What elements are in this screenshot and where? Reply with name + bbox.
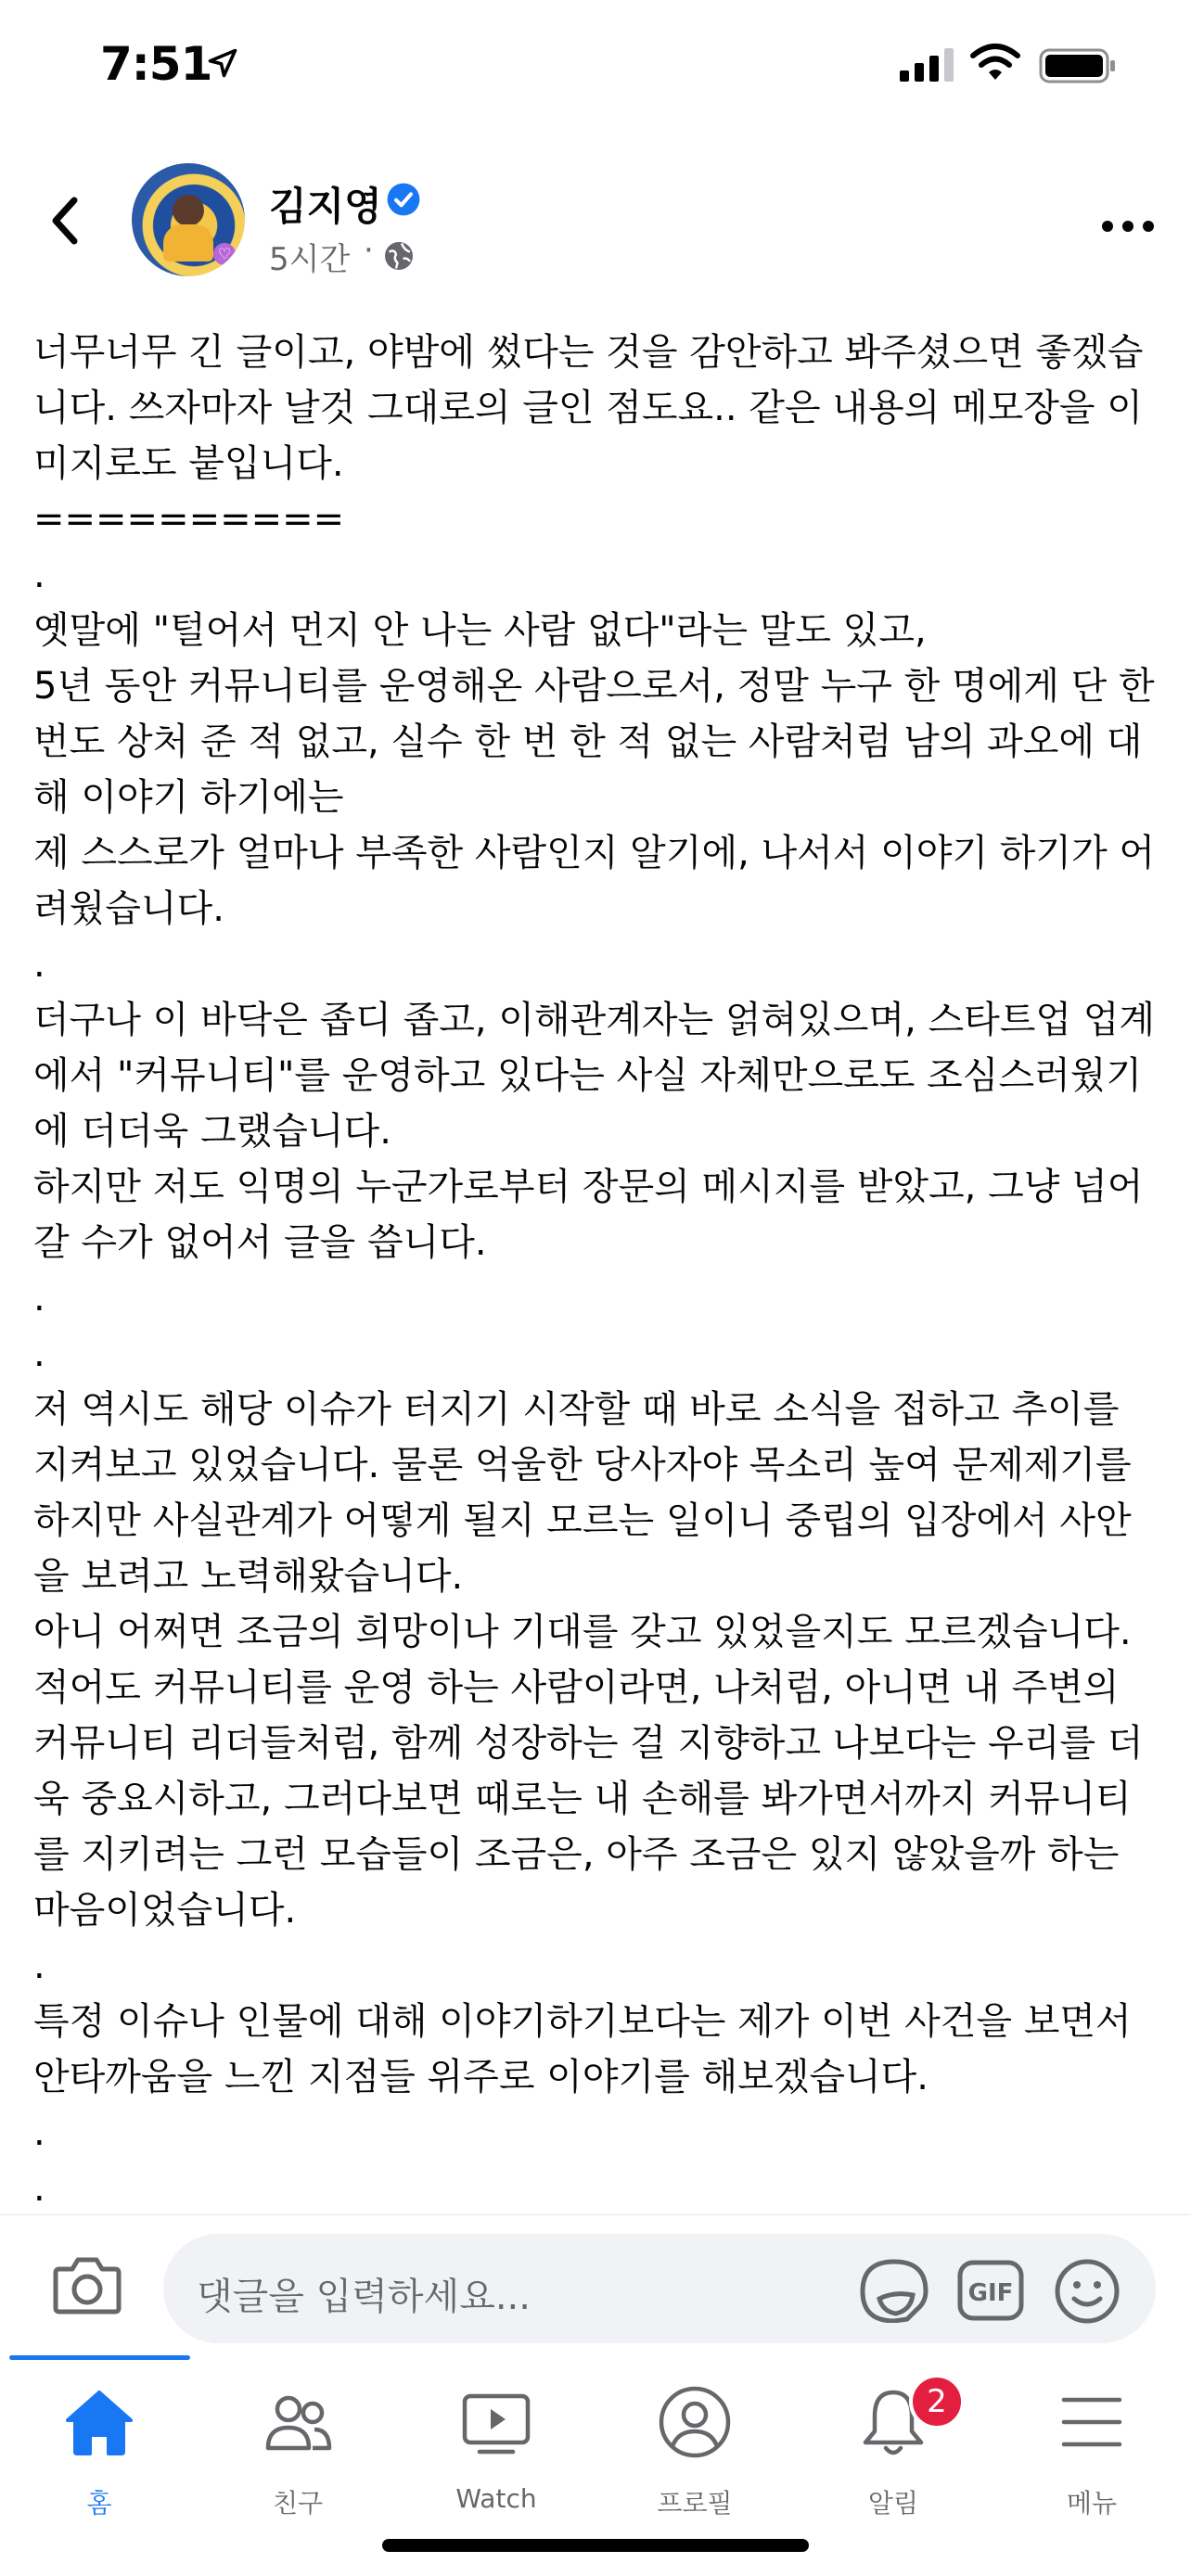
separator-dot: · (364, 232, 374, 269)
home-indicator (382, 2539, 809, 2552)
tab-profile[interactable] (596, 2374, 794, 2522)
post-text-line: . (33, 2167, 45, 2210)
post-text-line: 에서 "커뮤니티"를 운영하고 있다는 사실 자체만으로도 조심스러웠기 (33, 1054, 1143, 1097)
tab-label: 알림 (867, 2488, 919, 2519)
cellular-signal-icon (900, 48, 955, 82)
post-text-line: . (33, 2111, 45, 2154)
tab-watch[interactable] (397, 2374, 596, 2522)
wifi-icon (970, 43, 1020, 82)
post-text-line: 커뮤니티 리더들처럼, 함께 성장하는 걸 지향하고 나보다는 우리를 더 (33, 1722, 1144, 1765)
post-time[interactable]: 5시간 (269, 241, 351, 278)
status-bar (0, 0, 1191, 139)
globe-icon (382, 239, 416, 273)
camera-icon[interactable] (52, 2254, 122, 2315)
home-icon (60, 2383, 138, 2461)
post-text-line: 욱 중요시하고, 그러다보면 때로는 내 손해를 봐가면서까지 커뮤니티 (33, 1778, 1132, 1820)
post-text-line: 미지로도 붙입니다. (33, 442, 344, 485)
back-icon[interactable] (45, 195, 85, 247)
emoji-icon[interactable] (1054, 2258, 1121, 2325)
avatar[interactable] (132, 163, 245, 276)
svg-text:GIF: GIF (967, 2279, 1014, 2307)
avatar-shirt (163, 224, 213, 261)
tab-label: 친구 (272, 2488, 324, 2519)
post-text-line: . (33, 943, 45, 986)
post-text-line: 려웠습니다. (33, 887, 224, 930)
author-name[interactable]: 김지영 (269, 184, 382, 229)
status-time: 7:51 (100, 37, 212, 91)
comment-input[interactable] (163, 2234, 1156, 2343)
post-text-line: . (33, 1945, 45, 1987)
post-text-line: 을 보려고 노력해왔습니다. (33, 1555, 464, 1598)
post-text-line: . (33, 1333, 45, 1375)
post-text-line: 해 이야기 하기에는 (33, 776, 344, 819)
more-icon[interactable] (1100, 215, 1156, 237)
tab-menu[interactable] (992, 2374, 1191, 2522)
gif-icon[interactable] (957, 2260, 1024, 2321)
post-text-line: 아니 어쩌면 조금의 희망이나 기대를 갖고 있었을지도 모르겠습니다. (33, 1611, 1132, 1653)
tab-home[interactable] (0, 2374, 198, 2522)
post-text-line: 제 스스로가 얼마나 부족한 사람인지 알기에, 나서서 이야기 하기가 어 (33, 832, 1156, 874)
post-text-line: 특정 이슈나 인물에 대해 이야기하기보다는 제가 이번 사건을 보면서 (33, 2000, 1132, 2043)
post-text-line: 지켜보고 있었습니다. 물론 억울한 당사자야 목소리 높여 문제제기를 (33, 1444, 1132, 1486)
battery-icon (1039, 48, 1117, 83)
comment-bar (0, 2214, 1191, 2354)
heart-icon: ♡ (213, 243, 236, 265)
post-text-line: 저 역시도 해당 이슈가 터지기 시작할 때 바로 소식을 접하고 추이를 (33, 1388, 1120, 1431)
menu-icon (1053, 2383, 1131, 2461)
tab-label: 홈 (86, 2488, 112, 2519)
post-text-line: 하지만 사실관계가 어떻게 될지 모르는 일이니 중립의 입장에서 사안 (33, 1499, 1132, 1542)
watch-icon (457, 2383, 535, 2461)
friends-icon (259, 2383, 337, 2461)
post-text-line: . (33, 554, 45, 596)
post-text-line: 옛말에 "털어서 먼지 안 나는 사람 없다"라는 말도 있고, (33, 609, 927, 652)
sticker-icon[interactable] (859, 2258, 929, 2323)
avatar-face (173, 195, 204, 226)
post-text-line: 5년 동안 커뮤니티를 운영해온 사람으로서, 정말 누구 한 명에게 단 한 (33, 665, 1155, 708)
notification-badge: 2 (909, 2374, 965, 2429)
comment-placeholder: 댓글을 입력하세요... (197, 2276, 531, 2318)
post-text-line: 안타까움을 느낀 지점들 위주로 이야기를 해보겠습니다. (33, 2056, 929, 2098)
tab-label: 프로필 (657, 2488, 733, 2519)
post-text (33, 325, 1165, 2216)
post-text-line: 더구나 이 바닥은 좁디 좁고, 이해관계자는 얽혀있으며, 스타트업 업계 (33, 999, 1156, 1041)
active-tab-indicator (9, 2355, 190, 2360)
post-header (0, 148, 1191, 287)
post-text-line: 니다. 쓰자마자 날것 그대로의 글인 점도요.. 같은 내용의 메모장을 이 (33, 387, 1143, 429)
tab-friends[interactable] (198, 2374, 397, 2522)
post-text-line: 갈 수가 없어서 글을 씁니다. (33, 1221, 487, 1264)
post-text-line: . (33, 1277, 45, 1320)
post-text-line: 번도 상처 준 적 없고, 실수 한 번 한 적 없는 사람처럼 남의 과오에 대 (33, 721, 1143, 763)
tab-label: 메뉴 (1066, 2488, 1118, 2519)
post-text-line: 를 지키려는 그런 모습들이 조금은, 아주 조금은 있지 않았을까 하는 (33, 1833, 1120, 1876)
post-text-line: 적어도 커뮤니티를 운영 하는 사람이라면, 나처럼, 아니면 내 주변의 (33, 1666, 1120, 1709)
verified-icon (386, 182, 421, 217)
post-text-line: 마음이었습니다. (33, 1889, 297, 1932)
post-text-line: 에 더더욱 그랬습니다. (33, 1110, 391, 1153)
profile-icon (656, 2383, 734, 2461)
tab-bar (0, 2355, 1191, 2576)
tab-label: Watch (455, 2483, 537, 2514)
post-text-line: 하지만 저도 익명의 누군가로부터 장문의 메시지를 받았고, 그냥 넘어 (33, 1166, 1144, 1208)
post-text-line: ========== (33, 498, 345, 541)
location-arrow-icon (206, 46, 239, 80)
tab-notifications[interactable] (794, 2374, 992, 2522)
post-text-line: 너무너무 긴 글이고, 야밤에 썼다는 것을 감안하고 봐주셨으면 좋겠습 (33, 331, 1144, 374)
